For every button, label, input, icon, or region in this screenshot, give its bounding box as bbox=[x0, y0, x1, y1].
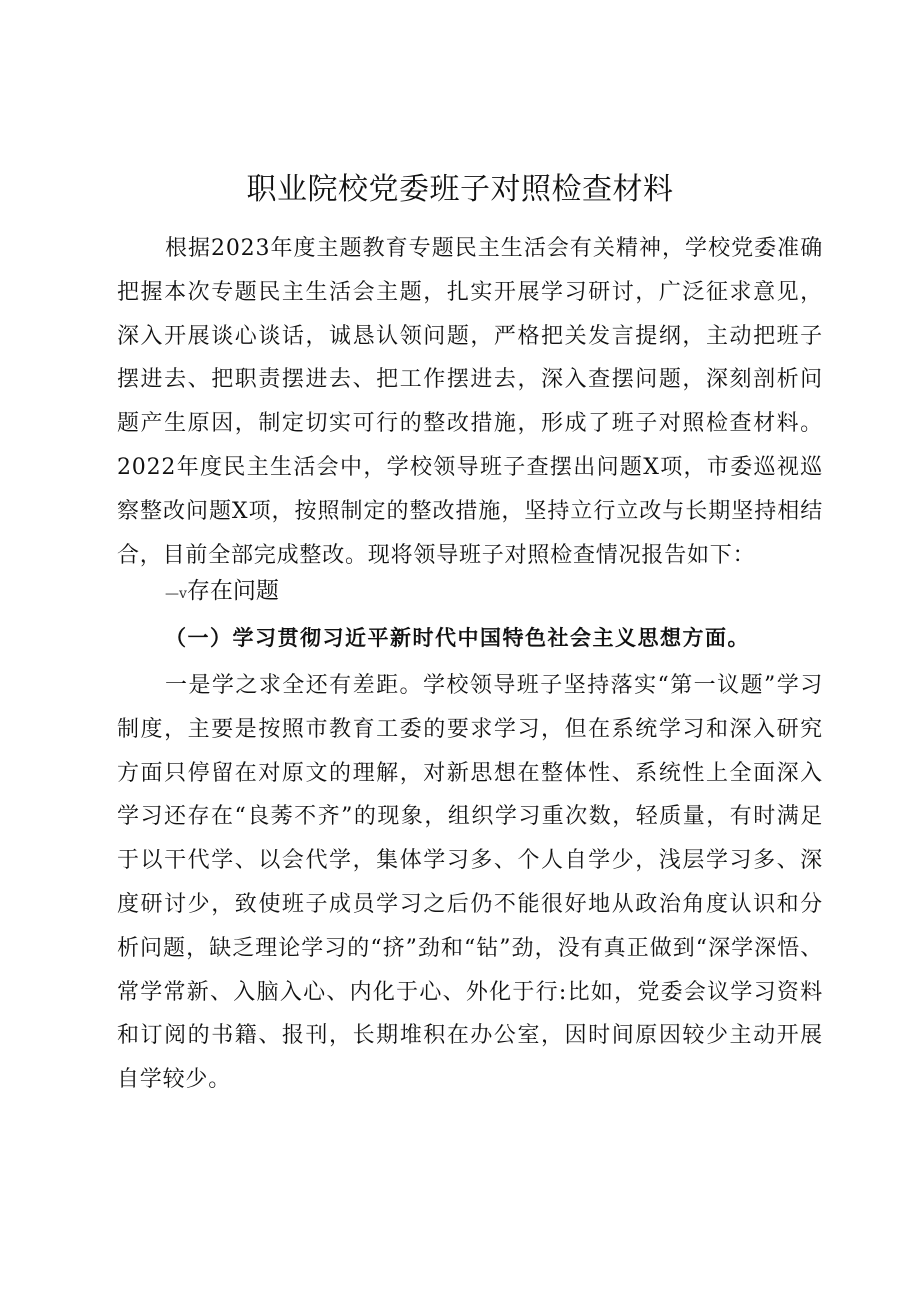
intro-paragraph: 根据2023年度主题教育专题民主生活会有关精神，学校党委准确把握本次专题民主生活会主题，扎实开展学习研讨，广泛征求意见，深入开展谈心谈话，诚恳认领问题，严格把关发言提纲，主动把班子摆进去、把职责摆进去、把工作摆进去，深入查摆问题，深刻剖析问题产生原因，制定切实可行的整改措施，形成了班子对照检查材料。2022年度民主生活会中，学校领导班子查摆出问题X项，市委巡视巡察整改问题X项，按照制定的整改措施，坚持立行立改与长期坚持相结合，目前全部完成整改。现将领导班子对照检查情况报告如下： bbox=[117, 236, 823, 568]
document-title: 职业院校党委班子对照检查材料 bbox=[246, 172, 674, 207]
section-title: 存在问题 bbox=[186, 578, 279, 604]
body-paragraph: 一是学之求全还有差距。学校领导班子坚持落实“第一议题”学习制度，主要是按照市教育工委的要求学习，但在系统学习和深入研究方面只停留在对原文的理解，对新思想在整体性、系统性上全面深入学习还存在“良莠不齐”的现象，组织学习重次数，轻质量，有时满足于以干代学、以会代学，集体学习多、个人自学少，浅层学习多、深度研讨少，致使班子成员学习之后仍不能很好地从政治角度认识和分析问题，缺乏理论学习的“挤”劲和“钻”劲，没有真正做到“深学深悟、常学常新、入脑入心、内化于心、外化于行:比如，党委会议学习资料和订阅的书籍、报刊，长期堆积在办公室，因时间原因较少主动开展自学较少。 bbox=[117, 673, 823, 1093]
subsection-title: （一）学习贯彻习近平新时代中国特色社会主义思想方面。 bbox=[165, 625, 750, 650]
section-heading bbox=[165, 573, 279, 612]
section-number: —v bbox=[165, 586, 187, 602]
